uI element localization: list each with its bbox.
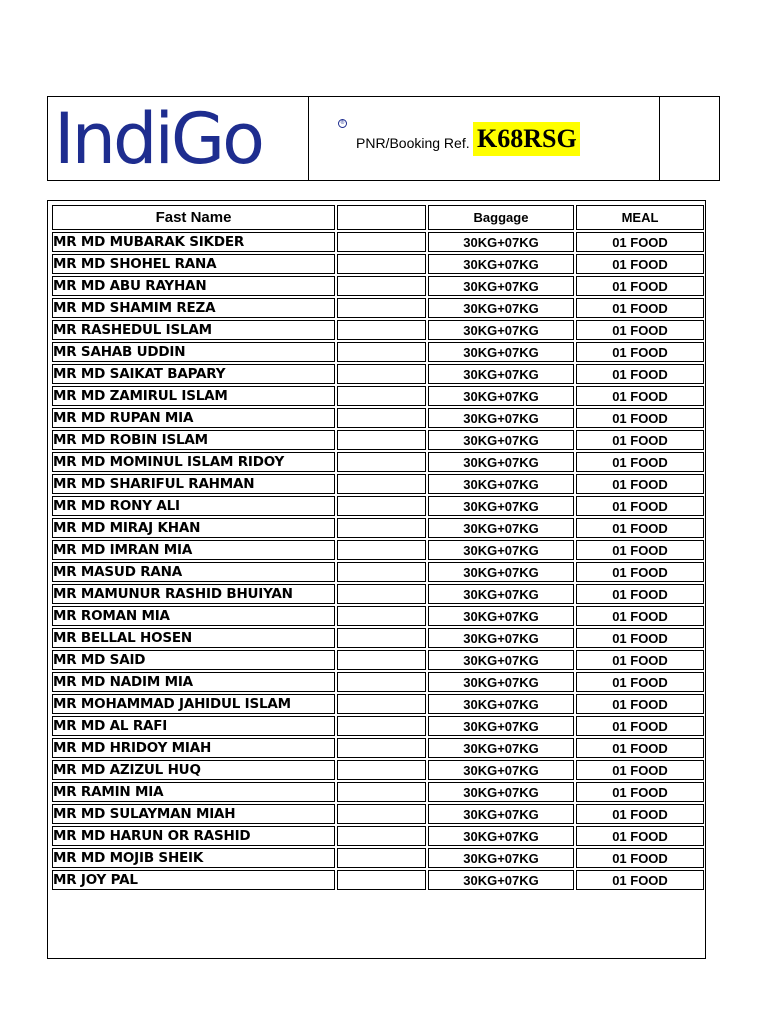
baggage-cell: 30KG+07KG: [428, 826, 574, 846]
registered-mark-icon: ®: [338, 119, 347, 128]
blank-cell: [337, 848, 426, 868]
meal-cell: 01 FOOD: [576, 254, 704, 274]
table-row: [52, 694, 704, 714]
blank-cell: [337, 298, 426, 318]
passenger-name-cell: MR MD NADIM MIA: [52, 672, 335, 692]
table-header-row: [52, 205, 704, 230]
passenger-name-cell: MR ROMAN MIA: [52, 606, 335, 626]
baggage-cell: 30KG+07KG: [428, 364, 574, 384]
table-row: [52, 672, 704, 692]
table-row: [52, 474, 704, 494]
baggage-cell: 30KG+07KG: [428, 628, 574, 648]
baggage-cell: 30KG+07KG: [428, 342, 574, 362]
passenger-table-frame: [47, 200, 706, 959]
meal-cell: 01 FOOD: [576, 408, 704, 428]
blank-cell: [337, 606, 426, 626]
blank-cell: [337, 584, 426, 604]
blank-cell: [337, 474, 426, 494]
blank-cell: [337, 562, 426, 582]
table-row: [52, 408, 704, 428]
meal-cell: 01 FOOD: [576, 628, 704, 648]
blank-cell: [337, 540, 426, 560]
baggage-cell: 30KG+07KG: [428, 782, 574, 802]
passenger-table: [50, 203, 706, 892]
pnr-label-dot: .: [465, 135, 470, 151]
meal-cell: 01 FOOD: [576, 826, 704, 846]
table-row: [52, 870, 704, 890]
baggage-cell: 30KG+07KG: [428, 760, 574, 780]
table-row: [52, 650, 704, 670]
passenger-name-cell: MR MD AZIZUL HUQ: [52, 760, 335, 780]
table-row: [52, 760, 704, 780]
meal-cell: 01 FOOD: [576, 760, 704, 780]
column-header-name: Fast Name: [52, 205, 335, 230]
meal-cell: 01 FOOD: [576, 430, 704, 450]
table-row: [52, 320, 704, 340]
blank-cell: [337, 804, 426, 824]
baggage-cell: 30KG+07KG: [428, 584, 574, 604]
meal-cell: 01 FOOD: [576, 672, 704, 692]
blank-cell: [337, 408, 426, 428]
blank-cell: [337, 694, 426, 714]
meal-cell: 01 FOOD: [576, 474, 704, 494]
meal-cell: 01 FOOD: [576, 562, 704, 582]
passenger-name-cell: MR MD ROBIN ISLAM: [52, 430, 335, 450]
meal-cell: 01 FOOD: [576, 848, 704, 868]
passenger-name-cell: MR JOY PAL: [52, 870, 335, 890]
passenger-name-cell: MR MD SAID: [52, 650, 335, 670]
table-row: [52, 386, 704, 406]
passenger-name-cell: MR MOHAMMAD JAHIDUL ISLAM: [52, 694, 335, 714]
table-row: [52, 606, 704, 626]
baggage-cell: 30KG+07KG: [428, 518, 574, 538]
meal-cell: 01 FOOD: [576, 232, 704, 252]
table-row: [52, 738, 704, 758]
booking-header: [47, 96, 720, 181]
meal-cell: 01 FOOD: [576, 452, 704, 472]
table-row: [52, 342, 704, 362]
blank-cell: [337, 650, 426, 670]
table-row: [52, 496, 704, 516]
baggage-cell: 30KG+07KG: [428, 408, 574, 428]
table-row: [52, 518, 704, 538]
baggage-cell: 30KG+07KG: [428, 298, 574, 318]
passenger-name-cell: MR SAHAB UDDIN: [52, 342, 335, 362]
meal-cell: 01 FOOD: [576, 738, 704, 758]
blank-cell: [337, 364, 426, 384]
table-row: [52, 782, 704, 802]
column-header-meal: MEAL: [576, 205, 704, 230]
passenger-name-cell: MR MD MOJIB SHEIK: [52, 848, 335, 868]
table-row: [52, 584, 704, 604]
baggage-cell: 30KG+07KG: [428, 540, 574, 560]
passenger-name-cell: MR MD SHAMIM REZA: [52, 298, 335, 318]
baggage-cell: 30KG+07KG: [428, 738, 574, 758]
blank-cell: [337, 672, 426, 692]
baggage-cell: 30KG+07KG: [428, 320, 574, 340]
table-row: [52, 430, 704, 450]
passenger-name-cell: MR MD MOMINUL ISLAM RIDOY: [52, 452, 335, 472]
blank-cell: [337, 870, 426, 890]
table-row: [52, 540, 704, 560]
meal-cell: 01 FOOD: [576, 606, 704, 626]
passenger-name-cell: MR MD SHOHEL RANA: [52, 254, 335, 274]
table-row: [52, 254, 704, 274]
baggage-cell: 30KG+07KG: [428, 496, 574, 516]
baggage-cell: 30KG+07KG: [428, 386, 574, 406]
meal-cell: 01 FOOD: [576, 276, 704, 296]
blank-cell: [337, 628, 426, 648]
table-row: [52, 716, 704, 736]
table-row: [52, 232, 704, 252]
table-row: [52, 562, 704, 582]
header-empty-cell: [660, 97, 719, 180]
passenger-name-cell: MR RAMIN MIA: [52, 782, 335, 802]
passenger-name-cell: MR MD MUBARAK SIKDER: [52, 232, 335, 252]
table-row: [52, 298, 704, 318]
blank-cell: [337, 738, 426, 758]
blank-cell: [337, 452, 426, 472]
passenger-name-cell: MR MD ZAMIRUL ISLAM: [52, 386, 335, 406]
blank-cell: [337, 826, 426, 846]
baggage-cell: 30KG+07KG: [428, 232, 574, 252]
pnr-label-text: PNR/Booking Ref: [356, 135, 466, 151]
passenger-name-cell: MR MD RUPAN MIA: [52, 408, 335, 428]
column-header-baggage: Baggage: [428, 205, 574, 230]
passenger-name-cell: MR MAMUNUR RASHID BHUIYAN: [52, 584, 335, 604]
blank-cell: [337, 760, 426, 780]
passenger-name-cell: MR MD HARUN OR RASHID: [52, 826, 335, 846]
blank-cell: [337, 518, 426, 538]
meal-cell: 01 FOOD: [576, 650, 704, 670]
baggage-cell: 30KG+07KG: [428, 562, 574, 582]
meal-cell: 01 FOOD: [576, 804, 704, 824]
blank-cell: [337, 342, 426, 362]
baggage-cell: 30KG+07KG: [428, 672, 574, 692]
passenger-name-cell: MR MD ABU RAYHAN: [52, 276, 335, 296]
meal-cell: 01 FOOD: [576, 518, 704, 538]
indigo-logo: IndiGo: [54, 98, 262, 180]
meal-cell: 01 FOOD: [576, 870, 704, 890]
passenger-name-cell: MR MD SULAYMAN MIAH: [52, 804, 335, 824]
passenger-name-cell: MR BELLAL HOSEN: [52, 628, 335, 648]
blank-cell: [337, 430, 426, 450]
meal-cell: 01 FOOD: [576, 342, 704, 362]
blank-cell: [337, 254, 426, 274]
baggage-cell: 30KG+07KG: [428, 650, 574, 670]
passenger-name-cell: MR RASHEDUL ISLAM: [52, 320, 335, 340]
baggage-cell: 30KG+07KG: [428, 606, 574, 626]
passenger-name-cell: MR MD SHARIFUL RAHMAN: [52, 474, 335, 494]
meal-cell: 01 FOOD: [576, 386, 704, 406]
meal-cell: 01 FOOD: [576, 782, 704, 802]
meal-cell: 01 FOOD: [576, 496, 704, 516]
baggage-cell: 30KG+07KG: [428, 254, 574, 274]
baggage-cell: 30KG+07KG: [428, 716, 574, 736]
blank-cell: [337, 276, 426, 296]
meal-cell: 01 FOOD: [576, 694, 704, 714]
meal-cell: 01 FOOD: [576, 364, 704, 384]
passenger-table-body: [52, 232, 704, 890]
table-row: [52, 452, 704, 472]
blank-cell: [337, 496, 426, 516]
table-row: [52, 276, 704, 296]
table-row: [52, 848, 704, 868]
meal-cell: 01 FOOD: [576, 320, 704, 340]
passenger-name-cell: MR MD AL RAFI: [52, 716, 335, 736]
blank-cell: [337, 320, 426, 340]
table-row: [52, 364, 704, 384]
blank-cell: [337, 386, 426, 406]
baggage-cell: 30KG+07KG: [428, 276, 574, 296]
baggage-cell: 30KG+07KG: [428, 870, 574, 890]
meal-cell: 01 FOOD: [576, 540, 704, 560]
blank-cell: [337, 716, 426, 736]
blank-cell: [337, 232, 426, 252]
baggage-cell: 30KG+07KG: [428, 694, 574, 714]
table-row: [52, 826, 704, 846]
passenger-name-cell: MR MD RONY ALI: [52, 496, 335, 516]
table-row: [52, 804, 704, 824]
baggage-cell: 30KG+07KG: [428, 804, 574, 824]
baggage-cell: 30KG+07KG: [428, 452, 574, 472]
baggage-cell: 30KG+07KG: [428, 430, 574, 450]
pnr-value: K68RSG: [473, 122, 580, 156]
baggage-cell: 30KG+07KG: [428, 848, 574, 868]
passenger-name-cell: MR MD IMRAN MIA: [52, 540, 335, 560]
passenger-name-cell: MR MD SAIKAT BAPARY: [52, 364, 335, 384]
meal-cell: 01 FOOD: [576, 716, 704, 736]
meal-cell: 01 FOOD: [576, 298, 704, 318]
pnr-label: [356, 135, 470, 151]
passenger-name-cell: MR MD HRIDOY MIAH: [52, 738, 335, 758]
passenger-name-cell: MR MASUD RANA: [52, 562, 335, 582]
table-row: [52, 628, 704, 648]
passenger-name-cell: MR MD MIRAJ KHAN: [52, 518, 335, 538]
logo-cell: [48, 97, 345, 180]
pnr-cell: [309, 97, 660, 180]
column-header-blank: [337, 205, 426, 230]
blank-cell: [337, 782, 426, 802]
meal-cell: 01 FOOD: [576, 584, 704, 604]
baggage-cell: 30KG+07KG: [428, 474, 574, 494]
